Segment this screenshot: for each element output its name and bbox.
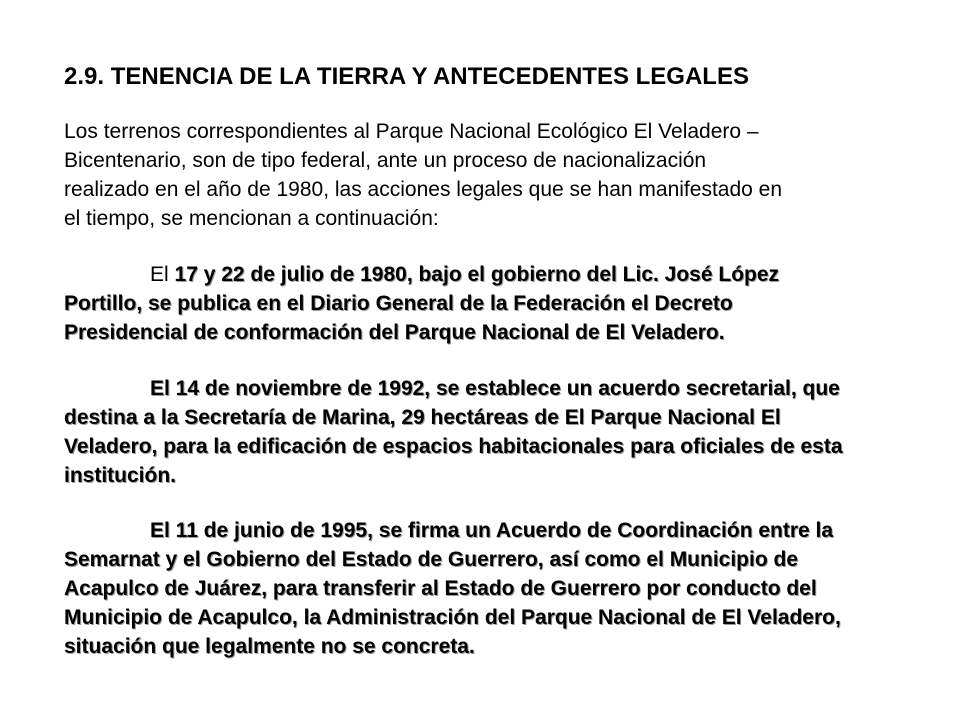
event-first-rest: 17 y 22 de julio de 1980, bajo el gobierno del Lic. José López [168, 263, 780, 286]
event-1980-paragraph [64, 260, 904, 347]
event-1992-paragraph [64, 374, 904, 490]
event-first-line: El 11 de junio de 1995, se firma un Acuerdo de Coordinación entre la [150, 519, 834, 542]
section-title: 2.9. TENENCIA DE LA TIERRA Y ANTECEDENTES LEGALES [64, 63, 749, 90]
intro-line: Los terrenos correspondientes al Parque Nacional Ecológico El Veladero – [64, 120, 759, 143]
intro-line: realizado en el año de 1980, las acciones legales que se han manifestado en [64, 178, 783, 201]
event-line: institución. [64, 464, 176, 487]
event-line: Veladero, para la edificación de espacios habitacionales para oficiales de esta [64, 435, 843, 458]
event-line: situación que legalmente no se concreta. [64, 635, 475, 658]
event-first-line [64, 260, 904, 289]
intro-line: Bicentenario, son de tipo federal, ante un proceso de nacionalización [64, 149, 707, 172]
intro-line: el tiempo, se mencionan a continuación: [64, 207, 439, 230]
intro-paragraph [64, 117, 904, 233]
event-line: Presidencial de conformación del Parque Nacional de El Veladero. [64, 321, 725, 344]
event-line: Semarnat y el Gobierno del Estado de Guerrero, así como el Municipio de [64, 548, 799, 571]
event-line: destina a la Secretaría de Marina, 29 hectáreas de El Parque Nacional El [64, 406, 781, 429]
event-lead-word: El [150, 263, 169, 286]
event-line: Acapulco de Juárez, para transferir al Estado de Guerrero por conducto del [64, 577, 817, 600]
event-1995-paragraph [64, 516, 904, 661]
event-line: Portillo, se publica en el Diario General de la Federación el Decreto [64, 292, 733, 315]
event-line: Municipio de Acapulco, la Administración del Parque Nacional de El Veladero, [64, 606, 841, 629]
event-first-line: El 14 de noviembre de 1992, se establece un acuerdo secretarial, que [150, 377, 840, 400]
